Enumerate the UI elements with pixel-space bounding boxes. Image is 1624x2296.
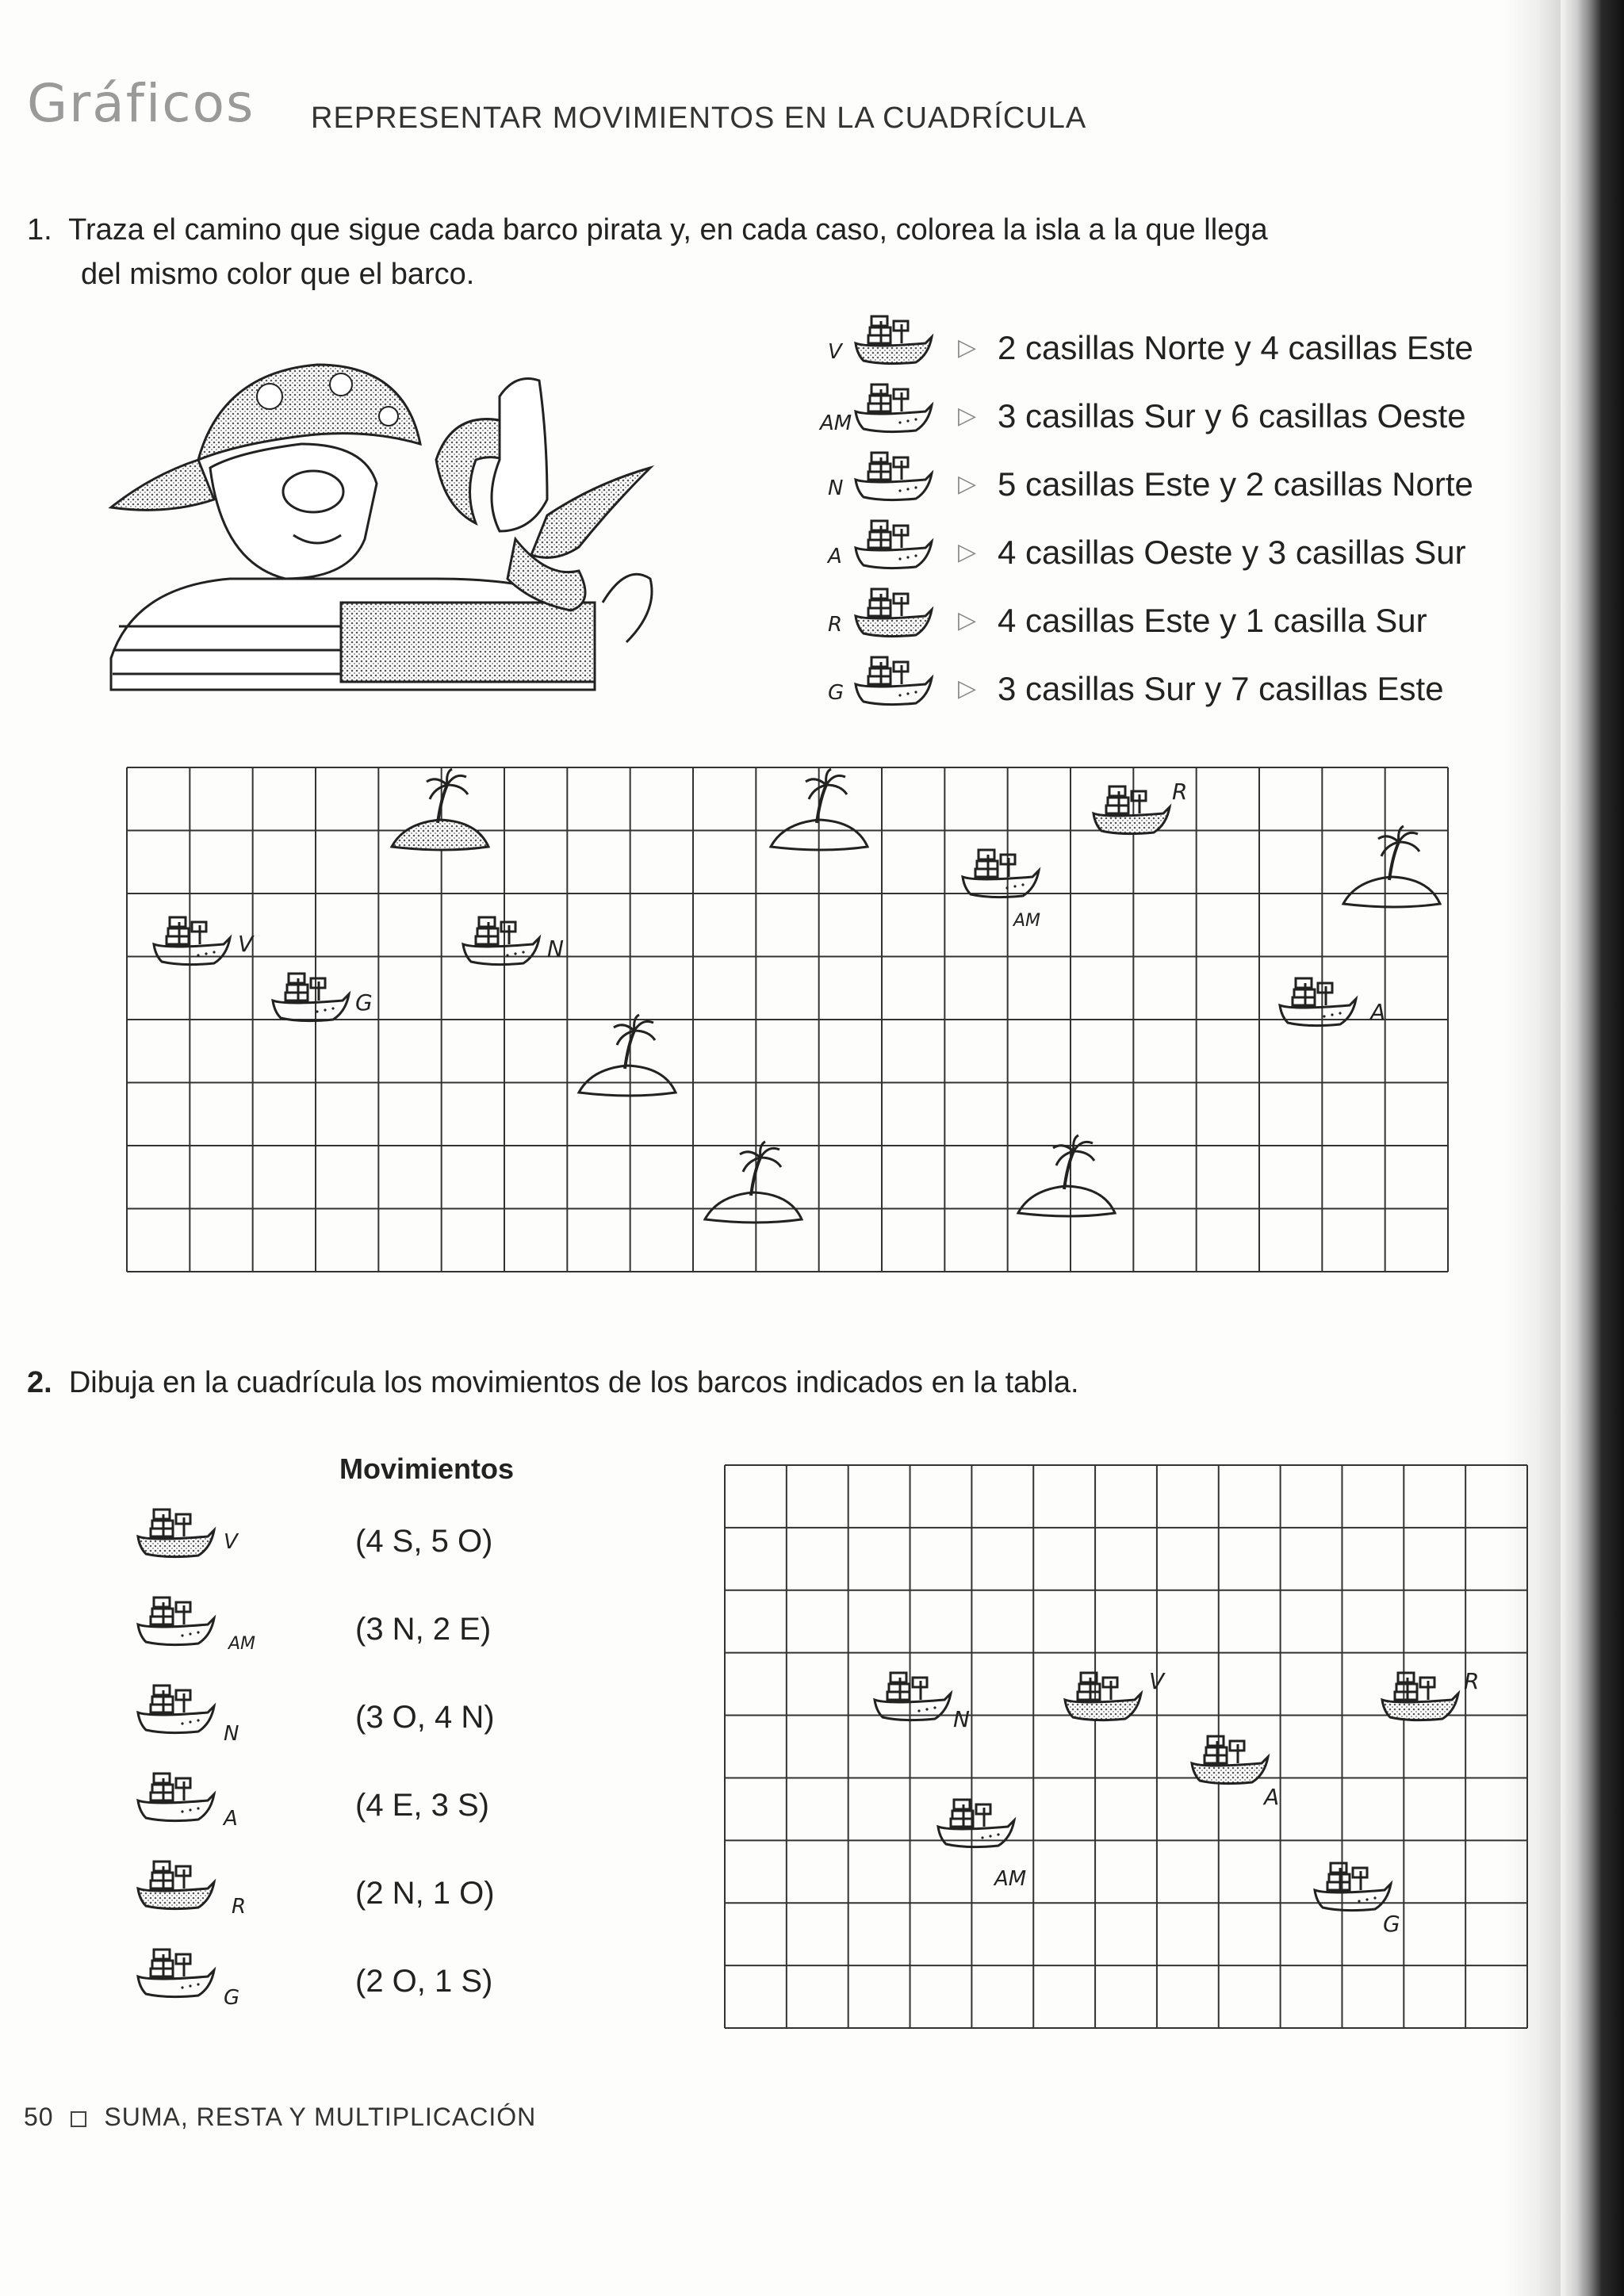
ship-icon[interactable] — [463, 917, 539, 965]
table-row — [135, 1506, 579, 1594]
section-title: Gráficos — [27, 73, 255, 134]
footer — [24, 2103, 536, 2132]
exercise2-prompt — [27, 1360, 1079, 1405]
movement-value: (3 O, 4 N) — [355, 1700, 495, 1735]
ship-icon — [135, 1594, 222, 1650]
ship-icon — [852, 518, 940, 573]
ship-icon[interactable] — [1065, 1673, 1141, 1720]
ship-label-grid2: AM — [994, 1867, 1027, 1891]
arrow-icon: ▷ — [958, 335, 977, 361]
ship-label: AM — [228, 1634, 256, 1654]
ship-label-grid1: N — [547, 936, 564, 962]
instruction-text: 3 casillas Sur y 6 casillas Oeste — [998, 397, 1466, 434]
ship-icon — [852, 381, 940, 437]
ship-label-grid1: AM — [1013, 911, 1041, 931]
movement-value: (2 O, 1 S) — [355, 1964, 493, 1999]
ship-label: G — [224, 1986, 240, 2010]
arrow-icon: ▷ — [958, 539, 977, 565]
ship-label-grid2: G — [1383, 1911, 1400, 1937]
ship-label-grid2: V — [1149, 1668, 1165, 1694]
ship-label: AM — [820, 411, 852, 435]
movements-table — [135, 1506, 579, 2034]
instruction-text: 4 casillas Este y 1 casilla Sur — [998, 602, 1427, 639]
arrow-icon: ▷ — [958, 675, 977, 702]
ship-label: A — [828, 545, 842, 568]
exercise1-number: 1. — [27, 213, 52, 247]
ship-icon — [135, 1506, 222, 1562]
ship-label-grid1: R — [1172, 779, 1188, 805]
ship-icon[interactable] — [875, 1673, 951, 1720]
table-row — [135, 1682, 579, 1770]
square-bullet-icon — [71, 2111, 86, 2127]
island-icon[interactable] — [579, 1015, 676, 1096]
ship-icon — [135, 1770, 222, 1826]
exercise2-text: Dibuja en la cuadrícula los movimientos de los barcos indicados en la tabla. — [68, 1366, 1079, 1399]
exercise1-grid[interactable] — [127, 767, 1451, 1272]
movement-value: (4 E, 3 S) — [355, 1788, 489, 1823]
ship-label: A — [224, 1807, 238, 1831]
ship-icon — [852, 586, 940, 641]
ship-icon — [852, 654, 940, 710]
table-row — [135, 1858, 579, 1946]
table-row — [135, 1770, 579, 1858]
pirate-parrot-illustration — [103, 341, 682, 690]
exercise1-text-line2: del mismo color que el barco. — [81, 258, 475, 291]
exercise1-text-line1: Traza el camino que sigue cada barco pirata y, en cada caso, colorea la isla a la que llega — [68, 213, 1268, 247]
exercise1-prompt — [27, 208, 1502, 297]
island-icon[interactable] — [1343, 826, 1440, 907]
ship-label: N — [224, 1722, 239, 1746]
instruction-text: 2 casillas Norte y 4 casillas Este — [998, 329, 1473, 366]
ship-label: R — [828, 613, 843, 637]
ship-icon[interactable] — [1280, 978, 1356, 1026]
instruction-text: 5 casillas Este y 2 casillas Norte — [998, 465, 1473, 503]
ship-icon[interactable] — [154, 917, 230, 965]
island-icon[interactable] — [1018, 1135, 1115, 1216]
page-number: 50 — [24, 2103, 54, 2131]
ship-icon — [135, 1858, 222, 1914]
exercise2-number: 2. — [27, 1366, 52, 1399]
book-spine-edge — [1561, 0, 1624, 2296]
footer-text: SUMA, RESTA Y MULTIPLICACIÓN — [104, 2103, 537, 2131]
ship-label-grid2: A — [1264, 1784, 1280, 1810]
ship-label-grid1: G — [355, 989, 373, 1016]
ship-icon[interactable] — [963, 850, 1039, 897]
ship-icon — [852, 450, 940, 505]
ship-label: N — [828, 476, 844, 500]
island-icon[interactable] — [705, 1142, 802, 1223]
ship-label-grid1: V — [238, 931, 254, 957]
exercise2-grid[interactable] — [725, 1465, 1527, 2028]
movement-value: (2 N, 1 O) — [355, 1876, 495, 1911]
movements-header: Movimientos — [339, 1452, 515, 1485]
ship-label-grid2: N — [953, 1706, 970, 1732]
table-row — [135, 1594, 579, 1682]
arrow-icon: ▷ — [958, 471, 977, 497]
table-row — [135, 1946, 579, 2034]
topic-title: REPRESENTAR MOVIMIENTOS EN LA CUADRÍCULA — [311, 101, 1087, 135]
ship-label-grid1: A — [1370, 999, 1386, 1025]
ship-icon — [135, 1946, 222, 2002]
ship-icon[interactable] — [1192, 1736, 1268, 1784]
ship-label: V — [828, 340, 842, 364]
movement-value: (4 S, 5 O) — [355, 1524, 493, 1559]
arrow-icon: ▷ — [958, 403, 977, 429]
island-icon[interactable] — [392, 769, 488, 850]
ship-icon — [852, 313, 940, 369]
ship-label-grid2: R — [1464, 1668, 1480, 1694]
movement-value: (3 N, 2 E) — [355, 1612, 492, 1647]
ship-label: G — [828, 681, 845, 705]
ship-icon — [135, 1682, 222, 1738]
ship-icon[interactable] — [1094, 786, 1170, 834]
instruction-text: 3 casillas Sur y 7 casillas Este — [998, 670, 1444, 707]
ship-label: R — [232, 1895, 247, 1919]
ship-label: V — [224, 1530, 238, 1554]
ship-icon[interactable] — [273, 974, 349, 1021]
ship-icon[interactable] — [1382, 1673, 1458, 1720]
arrow-icon: ▷ — [958, 607, 977, 633]
instruction-text: 4 casillas Oeste y 3 casillas Sur — [998, 534, 1466, 571]
